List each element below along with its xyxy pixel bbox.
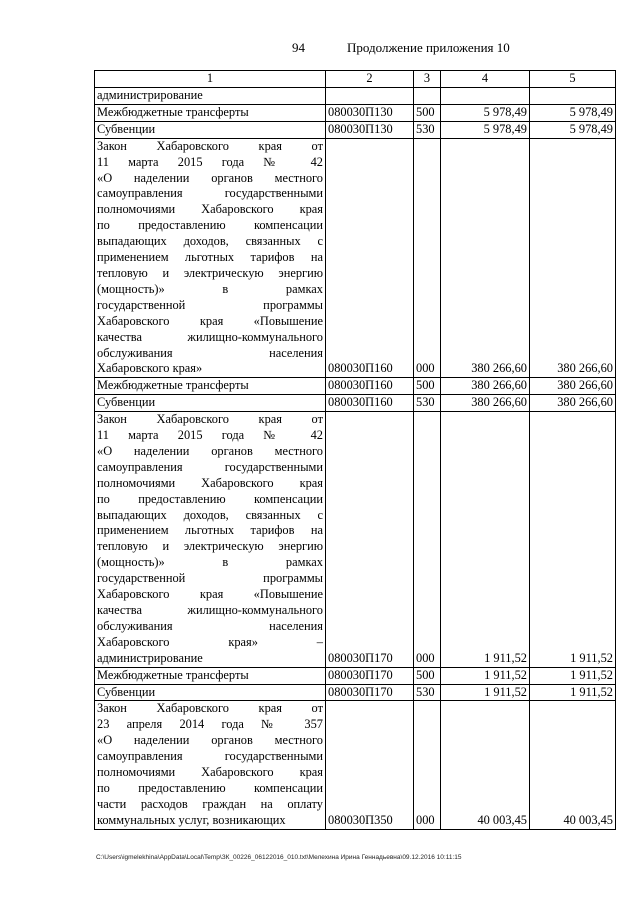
column-number: 5	[530, 71, 616, 88]
amount-col4	[441, 88, 530, 105]
expense-type: 000	[414, 412, 441, 668]
amount-col4: 1 911,52	[441, 667, 530, 684]
row-name-line: обслуживания населения	[97, 345, 323, 360]
appendix-continuation-title: Продолжение приложения 10	[347, 40, 510, 55]
row-name	[95, 412, 326, 668]
row-name-line: тепловую и электрическую энергию	[97, 539, 323, 554]
amount-col4: 1 911,52	[441, 684, 530, 701]
amount-col4: 5 978,49	[441, 104, 530, 121]
column-number: 4	[441, 71, 530, 88]
amount-col5: 380 266,60	[530, 378, 616, 395]
row-name-line: качества жилищно-коммунального	[97, 329, 323, 344]
table-row	[95, 412, 616, 668]
amount-col4: 5 978,49	[441, 121, 530, 138]
target-code: 080030П170	[326, 667, 414, 684]
row-name-line: выпадающих доходов, связанных с	[97, 234, 323, 249]
row-name-line: Хабаровского края «Повышение	[97, 313, 323, 328]
row-name-line: «О наделении органов местного	[97, 733, 323, 748]
row-name	[95, 121, 326, 138]
row-name-line: (мощность)» в рамках	[97, 555, 323, 570]
amount-col5: 380 266,60	[530, 395, 616, 412]
row-name-line: администрирование	[97, 650, 203, 665]
row-name-line: самоуправления государственными	[97, 749, 323, 764]
row-name-line: по предоставлению компенсации	[97, 491, 323, 506]
column-number: 2	[326, 71, 414, 88]
row-name-line: полномочиями Хабаровского края	[97, 475, 323, 490]
row-name-line: по предоставлению компенсации	[97, 780, 323, 795]
budget-table	[94, 70, 616, 830]
column-number: 3	[414, 71, 441, 88]
row-name-line: «О наделении органов местного	[97, 443, 323, 458]
amount-col5	[530, 88, 616, 105]
table-row	[95, 395, 616, 412]
table-row	[95, 667, 616, 684]
row-name-line: по предоставлению компенсации	[97, 218, 323, 233]
row-name-line: Субвенции	[97, 121, 156, 136]
target-code: 080030П350	[326, 701, 414, 829]
column-number-row	[95, 71, 616, 88]
column-number: 1	[95, 71, 326, 88]
table-row	[95, 684, 616, 701]
target-code: 080030П130	[326, 104, 414, 121]
row-name-line: применением льготных тарифов на	[97, 250, 323, 265]
row-name-line: Закон Хабаровского края от	[97, 138, 323, 153]
row-name-line: выпадающих доходов, связанных с	[97, 507, 323, 522]
row-name	[95, 395, 326, 412]
expense-type: 000	[414, 138, 441, 378]
row-name-line: государственной программы	[97, 571, 323, 586]
amount-col4: 40 003,45	[441, 701, 530, 829]
amount-col5: 380 266,60	[530, 138, 616, 378]
row-name-line: администрирование	[97, 88, 203, 102]
page-number: 94	[292, 40, 305, 55]
row-name	[95, 88, 326, 105]
row-name-line: тепловую и электрическую энергию	[97, 265, 323, 280]
target-code: 080030П170	[326, 412, 414, 668]
expense-type: 500	[414, 104, 441, 121]
row-name-line: Хабаровского края» –	[97, 634, 323, 649]
row-name	[95, 138, 326, 378]
target-code: 080030П130	[326, 121, 414, 138]
row-name-line: полномочиями Хабаровского края	[97, 765, 323, 780]
target-code: 080030П160	[326, 138, 414, 378]
row-name-line: «О наделении органов местного	[97, 170, 323, 185]
table-row	[95, 138, 616, 378]
document-path-footer: C:\Users\igmelekhina\AppData\Local\Temp\ЗК_00226_06122016_010.txt\Мелехина Ирина Геннадьевна\09.12.2016 10:11:15	[96, 854, 462, 861]
amount-col5: 1 911,52	[530, 684, 616, 701]
row-name-line: самоуправления государственными	[97, 186, 323, 201]
row-name-line: 23 апреля 2014 года № 357	[97, 717, 323, 732]
row-name	[95, 684, 326, 701]
target-code: 080030П170	[326, 684, 414, 701]
target-code	[326, 88, 414, 105]
amount-col4: 1 911,52	[441, 412, 530, 668]
row-name-line: Закон Хабаровского края от	[97, 412, 323, 427]
row-name-line: Хабаровского края»	[97, 361, 203, 376]
row-name-line: (мощность)» в рамках	[97, 281, 323, 296]
table-row	[95, 104, 616, 121]
expense-type: 000	[414, 701, 441, 829]
expense-type: 500	[414, 378, 441, 395]
row-name-line: качества жилищно-коммунального	[97, 603, 323, 617]
row-name-line: Межбюджетные трансферты	[97, 104, 249, 119]
expense-type: 530	[414, 121, 441, 138]
row-name-line: Межбюджетные трансферты	[97, 667, 249, 682]
amount-col4: 380 266,60	[441, 138, 530, 378]
expense-type: 500	[414, 667, 441, 684]
amount-col5: 40 003,45	[530, 701, 616, 829]
row-name-line: 11 марта 2015 года № 42	[97, 428, 323, 443]
row-name-line: Хабаровского края «Повышение	[97, 587, 323, 602]
amount-col5: 5 978,49	[530, 104, 616, 121]
row-name-line: коммунальных услуг, возникающих	[97, 812, 286, 827]
row-name-line: самоуправления государственными	[97, 459, 323, 474]
table-row	[95, 88, 616, 105]
amount-col5: 5 978,49	[530, 121, 616, 138]
expense-type: 530	[414, 395, 441, 412]
row-name-line: государственной программы	[97, 297, 323, 312]
row-name	[95, 378, 326, 395]
amount-col4: 380 266,60	[441, 378, 530, 395]
amount-col5: 1 911,52	[530, 667, 616, 684]
target-code: 080030П160	[326, 378, 414, 395]
target-code: 080030П160	[326, 395, 414, 412]
table-row	[95, 121, 616, 138]
expense-type	[414, 88, 441, 105]
row-name-line: применением льготных тарифов на	[97, 523, 323, 538]
row-name-line: Межбюджетные трансферты	[97, 378, 249, 393]
amount-col4: 380 266,60	[441, 395, 530, 412]
row-name-line: части расходов граждан на оплату	[97, 796, 323, 811]
row-name-line: 11 марта 2015 года № 42	[97, 154, 323, 169]
row-name-line: Субвенции	[97, 684, 156, 699]
table-row	[95, 378, 616, 395]
row-name	[95, 104, 326, 121]
row-name	[95, 701, 326, 829]
table-row	[95, 701, 616, 829]
amount-col5: 1 911,52	[530, 412, 616, 668]
row-name-line: Закон Хабаровского края от	[97, 701, 323, 716]
row-name-line: обслуживания населения	[97, 618, 323, 633]
expense-type: 530	[414, 684, 441, 701]
row-name-line: Субвенции	[97, 395, 156, 410]
row-name	[95, 667, 326, 684]
row-name-line: полномочиями Хабаровского края	[97, 202, 323, 217]
